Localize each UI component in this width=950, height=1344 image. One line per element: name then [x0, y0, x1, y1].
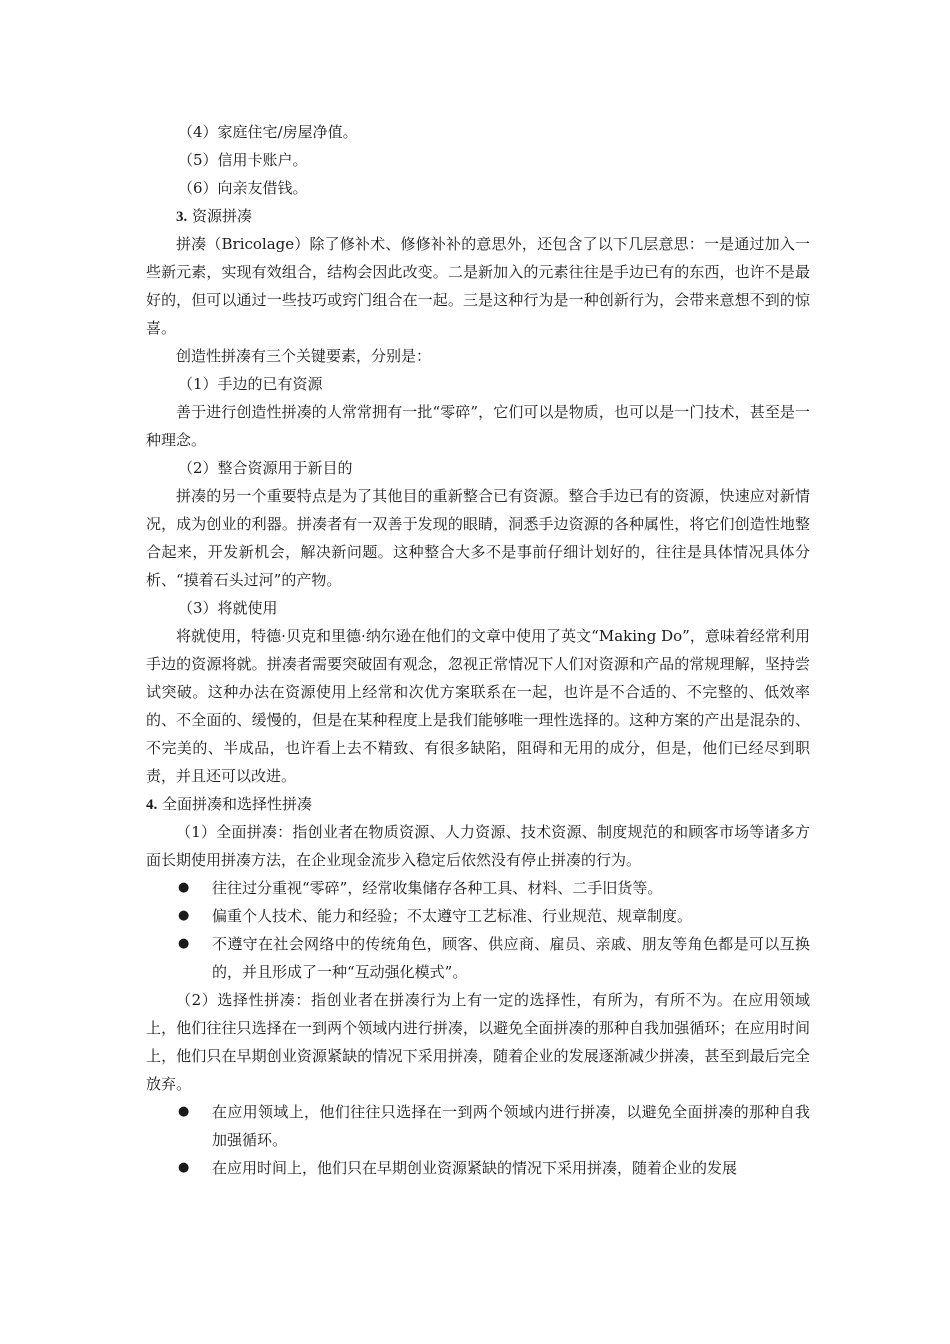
- list-item-home-equity: （4）家庭住宅/房屋净值。: [178, 123, 358, 141]
- document-body: [146, 118, 810, 1182]
- bullet-text: 偏重个人技术、能力和经验；不太遵守工艺标准、行业规范、规章制度。: [212, 907, 693, 925]
- paragraph-bricolage-definition: 拼凑（Bricolage）除了修补术、修修补补的意思外，还包含了以下几层意思：一是通过加入一些新元素，实现有效组合，结构会因此改变。二是新加入的元素往往是手边已有的东西，也许不是最好的，但可以通过一些技巧或窍门组合在一起。三是这种行为是一种创新行为，会带来意想不到的惊喜。: [146, 235, 810, 337]
- section-title: 全面拼凑和选择性拼凑: [162, 795, 313, 813]
- bullet-text: 在应用领域上，他们往往只选择在一到两个领域内进行拼凑，以避免全面拼凑的那种自我加强循环。: [212, 1103, 810, 1149]
- paragraph-new-purpose: 拼凑的另一个重要特点是为了其他目的重新整合已有资源。整合手边已有的资源，快速应对新情况，成为创业的利器。拼凑者有一双善于发现的眼睛，洞悉手边资源的各种属性，将它们创造性地整合起来，开发新机会，解决新问题。这种整合大多不是事前仔细计划好的，往往是具体情况具体分析、“摸着石头过河”的产物。: [146, 487, 810, 589]
- section-heading-3: [146, 202, 810, 230]
- bullet-icon: ●: [178, 880, 190, 895]
- section-number: 3.: [176, 209, 188, 225]
- paragraph-key-elements-intro: 创造性拼凑有三个关键要素，分别是：: [176, 347, 432, 365]
- bullet-item: [146, 930, 810, 986]
- subheading-new-purpose: （2）整合资源用于新目的: [178, 459, 353, 477]
- bullet-icon: ●: [178, 908, 190, 923]
- list-item-borrow-family: （6）向亲友借钱。: [178, 179, 308, 197]
- bullet-text: 不遵守在社会网络中的传统角色，顾客、供应商、雇员、亲戚、朋友等角色都是可以互换的，并且形成了一种“互动强化模式”。: [212, 935, 810, 981]
- bullet-text: 在应用时间上，他们只在早期创业资源紧缺的情况下采用拼凑，随着企业的发展: [212, 1159, 738, 1177]
- bullet-item: [146, 874, 810, 902]
- section-heading-4: [146, 790, 810, 818]
- bullet-item: [146, 1154, 810, 1182]
- paragraph-making-do: 将就使用，特德·贝克和里德·纳尔逊在他们的文章中使用了英文“Making Do”，意味着经常利用手边的资源将就。拼凑者需要突破固有观念，忽视正常情况下人们对资源和产品的常规理解，坚持尝试突破。这种办法在资源使用上经常和次优方案联系在一起，也许是不合适的、不完整的、低效率的、不全面的、缓慢的，但是在某种程度上是我们能够唯一理性选择的。这种方案的产出是混杂的、不完美的、半成品，也许看上去不精致、有很多缺陷，阻碍和无用的成分，但是，他们已经尽到职责，并且还可以改进。: [146, 627, 810, 785]
- bullet-icon: ●: [178, 1104, 190, 1119]
- bullet-text: 往往过分重视“零碎”，经常收集储存各种工具、材料、二手旧货等。: [212, 879, 663, 897]
- subheading-existing-resources: （1）手边的已有资源: [178, 375, 323, 393]
- paragraph-existing-resources: 善于进行创造性拼凑的人常常拥有一批“零碎”，它们可以是物质，也可以是一门技术，甚至是一种理念。: [146, 403, 810, 449]
- subheading-making-do: （3）将就使用: [178, 599, 278, 617]
- bullet-icon: ●: [178, 936, 190, 951]
- bullet-item: [146, 1098, 810, 1154]
- list-item-credit-card: （5）信用卡账户。: [178, 151, 308, 169]
- section-number: 4.: [146, 797, 158, 813]
- paragraph-full-bricolage: （1）全面拼凑：指创业者在物质资源、人力资源、技术资源、制度规范的和顾客市场等诸多方面长期使用拼凑方法，在企业现金流步入稳定后依然没有停止拼凑的行为。: [146, 823, 810, 869]
- bullet-icon: ●: [178, 1160, 190, 1175]
- paragraph-selective-bricolage: （2）选择性拼凑：指创业者在拼凑行为上有一定的选择性，有所为，有所不为。在应用领域上，他们往往只选择在一到两个领域内进行拼凑，以避免全面拼凑的那种自我加强循环；在应用时间上，他们只在早期创业资源紧缺的情况下采用拼凑，随着企业的发展逐渐减少拼凑，甚至到最后完全放弃。: [146, 991, 810, 1093]
- bullet-item: [146, 902, 810, 930]
- section-title: 资源拼凑: [192, 207, 253, 225]
